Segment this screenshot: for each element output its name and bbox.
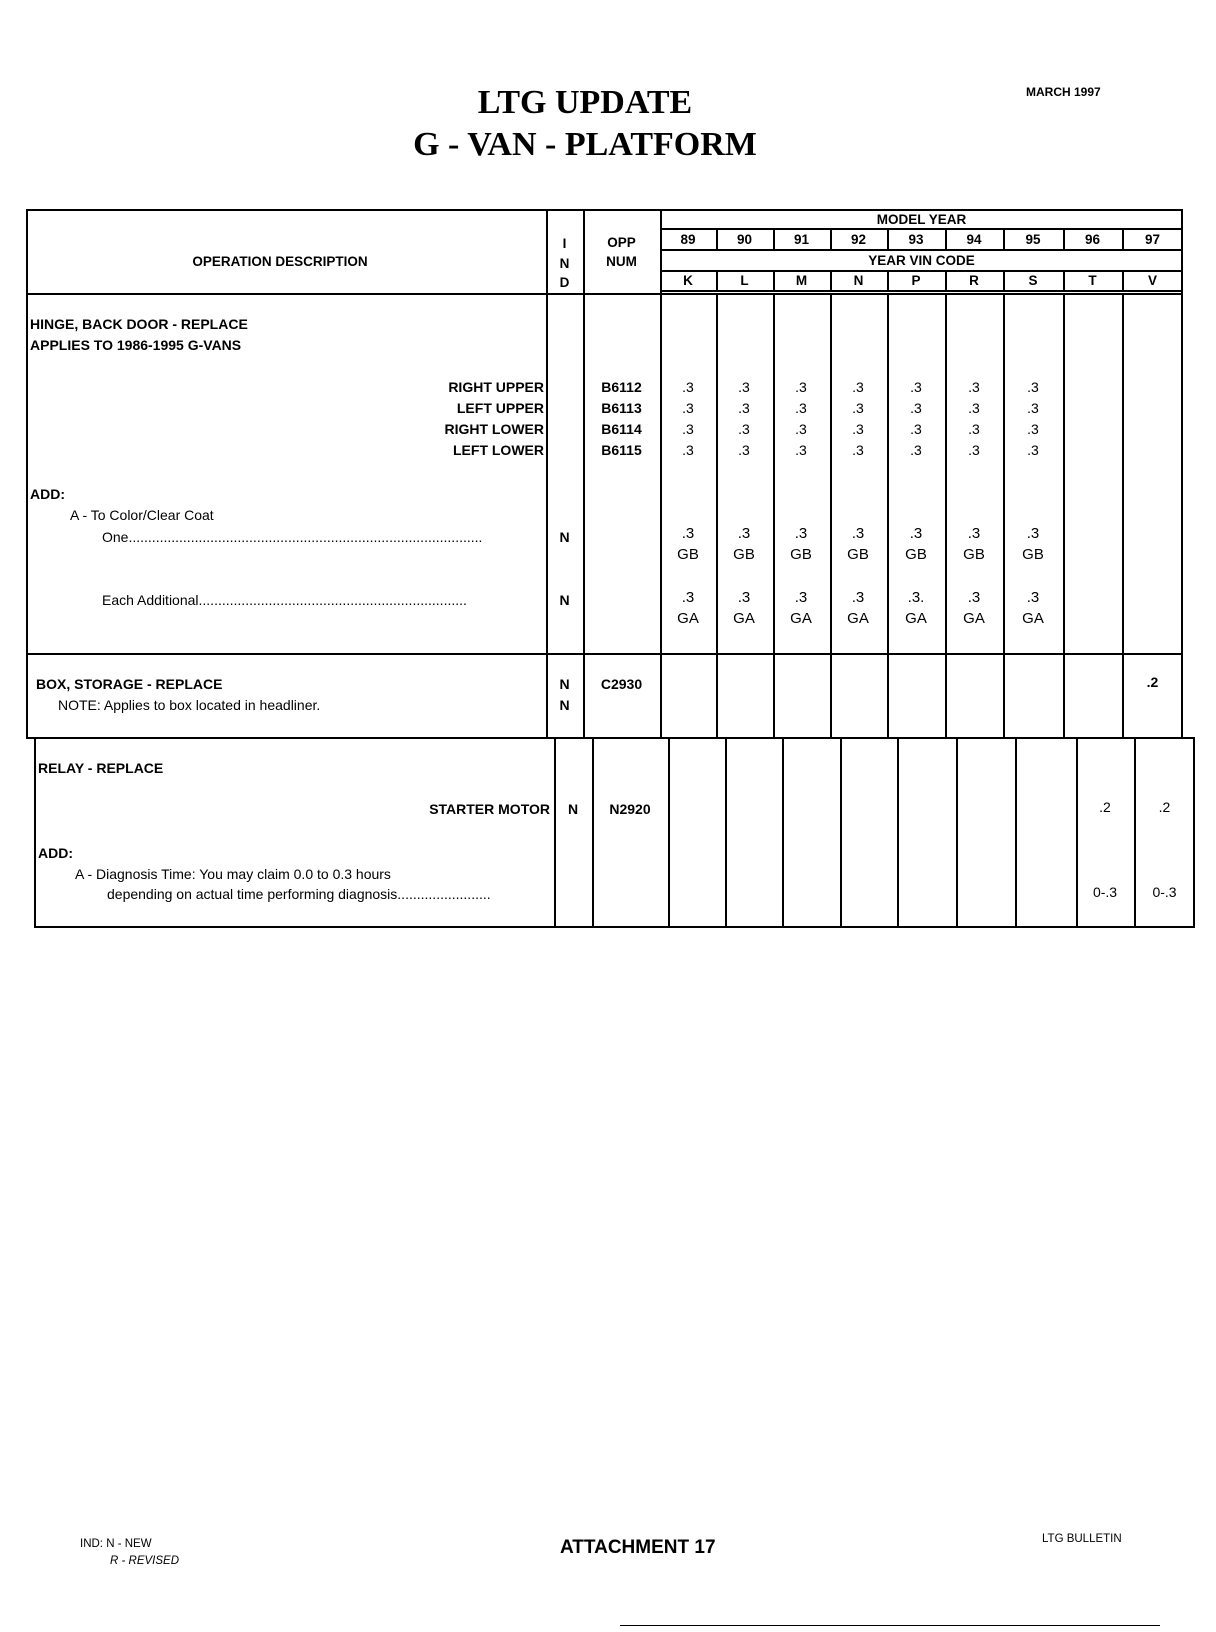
- each-code: GA: [905, 610, 927, 627]
- hinge-add-a: A - To Color/Clear Coat: [70, 507, 214, 523]
- model-year-header: MODEL YEAR: [876, 212, 967, 227]
- each-code: GA: [1022, 610, 1044, 627]
- year-93: 93: [908, 232, 924, 247]
- scan-edge-line: [620, 1625, 1160, 1626]
- relay-opp: N2920: [609, 801, 651, 817]
- relay-96: .2: [1099, 799, 1111, 815]
- hinge-row-label: RIGHT UPPER: [448, 379, 544, 395]
- one-code: GB: [847, 546, 869, 563]
- each-code: GA: [963, 610, 985, 627]
- vin-s: S: [1028, 273, 1038, 288]
- year-92: 92: [850, 232, 867, 247]
- one-code: GB: [963, 546, 985, 563]
- ind-header-d: D: [559, 275, 570, 290]
- box-note: NOTE: Applies to box located in headliner.: [58, 697, 321, 713]
- year-91: 91: [793, 232, 810, 247]
- one-value: .3: [1026, 525, 1040, 542]
- hinge-row-value: .3: [682, 379, 694, 395]
- hinge-row-value: .3: [738, 421, 750, 437]
- year-97: 97: [1144, 232, 1161, 247]
- box-title: BOX, STORAGE - REPLACE: [36, 676, 223, 692]
- vin-n: N: [853, 273, 864, 288]
- hinge-row-value: .3: [1027, 379, 1039, 395]
- page-title: LTG UPDATE: [477, 84, 693, 121]
- vin-r: R: [969, 273, 979, 288]
- hinge-row-opp: B6114: [601, 421, 642, 437]
- each-label: Each Additional.....................................................................: [102, 592, 467, 608]
- hinge-row-value: .3: [910, 379, 922, 395]
- hinge-row-value: .3: [968, 442, 980, 458]
- hinge-row-opp: B6112: [601, 379, 642, 395]
- diagnosis-line-2: depending on actual time performing diagnosis........................: [107, 886, 491, 902]
- hinge-row-label: LEFT UPPER: [456, 400, 544, 416]
- hinge-row-value: .3: [795, 379, 807, 395]
- each-ind: N: [559, 592, 570, 608]
- hinge-row-value: .3: [795, 421, 807, 437]
- each-value: .3: [967, 589, 981, 606]
- box-ind-2: N: [559, 697, 570, 713]
- each-value: .3: [851, 589, 865, 606]
- box-ind-1: N: [559, 676, 570, 692]
- hinge-row-value: .3: [910, 400, 922, 416]
- one-code: GB: [733, 546, 755, 563]
- vin-l: L: [740, 273, 749, 288]
- one-value: .3: [967, 525, 981, 542]
- each-value: .3: [681, 589, 695, 606]
- opp-header-line1: OPP: [607, 235, 636, 250]
- attachment-label: ATTACHMENT 17: [560, 1537, 716, 1558]
- hinge-row-value: .3: [682, 442, 694, 458]
- hinge-row-value: .3: [795, 442, 807, 458]
- each-value: .3: [1026, 589, 1040, 606]
- hinge-row-label: LEFT LOWER: [453, 442, 544, 458]
- vin-code-header: YEAR VIN CODE: [868, 253, 975, 268]
- each-code: GA: [733, 610, 755, 627]
- hinge-row-value: .3: [682, 400, 694, 416]
- hinge-row-value: .3: [795, 400, 807, 416]
- each-code: GA: [677, 610, 699, 627]
- hinge-row-value: .3: [738, 442, 750, 458]
- one-code: GB: [790, 546, 812, 563]
- relay-ind: N: [567, 801, 579, 817]
- hinge-row-value: .3: [968, 421, 980, 437]
- one-value: .3: [909, 525, 923, 542]
- one-value: .3: [851, 525, 865, 542]
- vin-v: V: [1147, 273, 1157, 288]
- vin-t: T: [1088, 273, 1097, 288]
- hinge-row-label: RIGHT LOWER: [444, 421, 544, 437]
- hinge-add-label: ADD:: [30, 486, 65, 502]
- relay-add-label: ADD:: [38, 845, 73, 861]
- diagnosis-97: 0-.3: [1152, 884, 1177, 900]
- one-value: .3: [681, 525, 695, 542]
- one-label: One...........................................................................................: [102, 529, 483, 545]
- vin-p: P: [911, 273, 921, 288]
- relay-title: RELAY - REPLACE: [38, 760, 164, 776]
- page-subtitle: G - VAN - PLATFORM: [413, 126, 757, 163]
- hinge-row-value: .3: [910, 421, 922, 437]
- ind-legend-new: IND: N - NEW: [80, 1538, 152, 1550]
- each-value: .3.: [907, 589, 925, 606]
- hinge-row-opp: B6115: [601, 442, 642, 458]
- vin-k: K: [683, 273, 693, 288]
- box-97: .2: [1146, 674, 1159, 690]
- year-90: 90: [736, 232, 753, 247]
- hinge-row-value: .3: [968, 379, 980, 395]
- one-code: GB: [905, 546, 927, 563]
- diagnosis-line-1: A - Diagnosis Time: You may claim 0.0 to 0.3 hours: [75, 866, 391, 882]
- box-opp: C2930: [600, 676, 643, 692]
- each-code: GA: [847, 610, 869, 627]
- ind-header-n: N: [559, 256, 570, 271]
- ind-header-i: I: [562, 236, 567, 251]
- year-94: 94: [966, 232, 982, 247]
- box-section: [26, 653, 1183, 739]
- ind-legend: [80, 1536, 179, 1570]
- hinge-row-value: .3: [852, 379, 864, 395]
- hinge-row-value: .3: [1027, 421, 1039, 437]
- hinge-applies: APPLIES TO 1986-1995 G-VANS: [30, 337, 242, 353]
- hinge-row-value: .3: [852, 421, 864, 437]
- one-value: .3: [737, 525, 751, 542]
- opp-header-line2: NUM: [606, 254, 637, 269]
- ind-legend-revised: R - REVISED: [110, 1555, 180, 1567]
- operation-description-header: OPERATION DESCRIPTION: [192, 254, 368, 269]
- hinge-row-value: .3: [682, 421, 694, 437]
- one-ind: N: [559, 529, 570, 545]
- hinge-row-value: .3: [1027, 400, 1039, 416]
- hinge-title: HINGE, BACK DOOR - REPLACE: [30, 316, 248, 332]
- hinge-row-value: .3: [738, 400, 750, 416]
- each-value: .3: [794, 589, 808, 606]
- starter-motor-label: STARTER MOTOR: [429, 801, 550, 817]
- each-value: .3: [737, 589, 751, 606]
- one-value: .3: [794, 525, 808, 542]
- diagnosis-96: 0-.3: [1092, 884, 1118, 900]
- bulletin-label: LTG BULLETIN: [1042, 1533, 1122, 1545]
- year-95: 95: [1025, 232, 1041, 247]
- year-96: 96: [1084, 232, 1101, 247]
- hinge-row-value: .3: [852, 400, 864, 416]
- relay-97: .2: [1158, 799, 1171, 815]
- one-code: GB: [677, 546, 699, 563]
- hinge-row-value: .3: [910, 442, 922, 458]
- bulletin-date: MARCH 1997: [1026, 85, 1101, 99]
- hinge-row-value: .3: [1027, 442, 1039, 458]
- hinge-row-value: .3: [738, 379, 750, 395]
- hinge-row-value: .3: [852, 442, 864, 458]
- hinge-row-value: .3: [968, 400, 980, 416]
- vin-m: M: [795, 273, 808, 288]
- each-code: GA: [790, 610, 812, 627]
- one-code: GB: [1022, 546, 1044, 563]
- year-89: 89: [680, 232, 696, 247]
- hinge-row-opp: B6113: [601, 400, 642, 416]
